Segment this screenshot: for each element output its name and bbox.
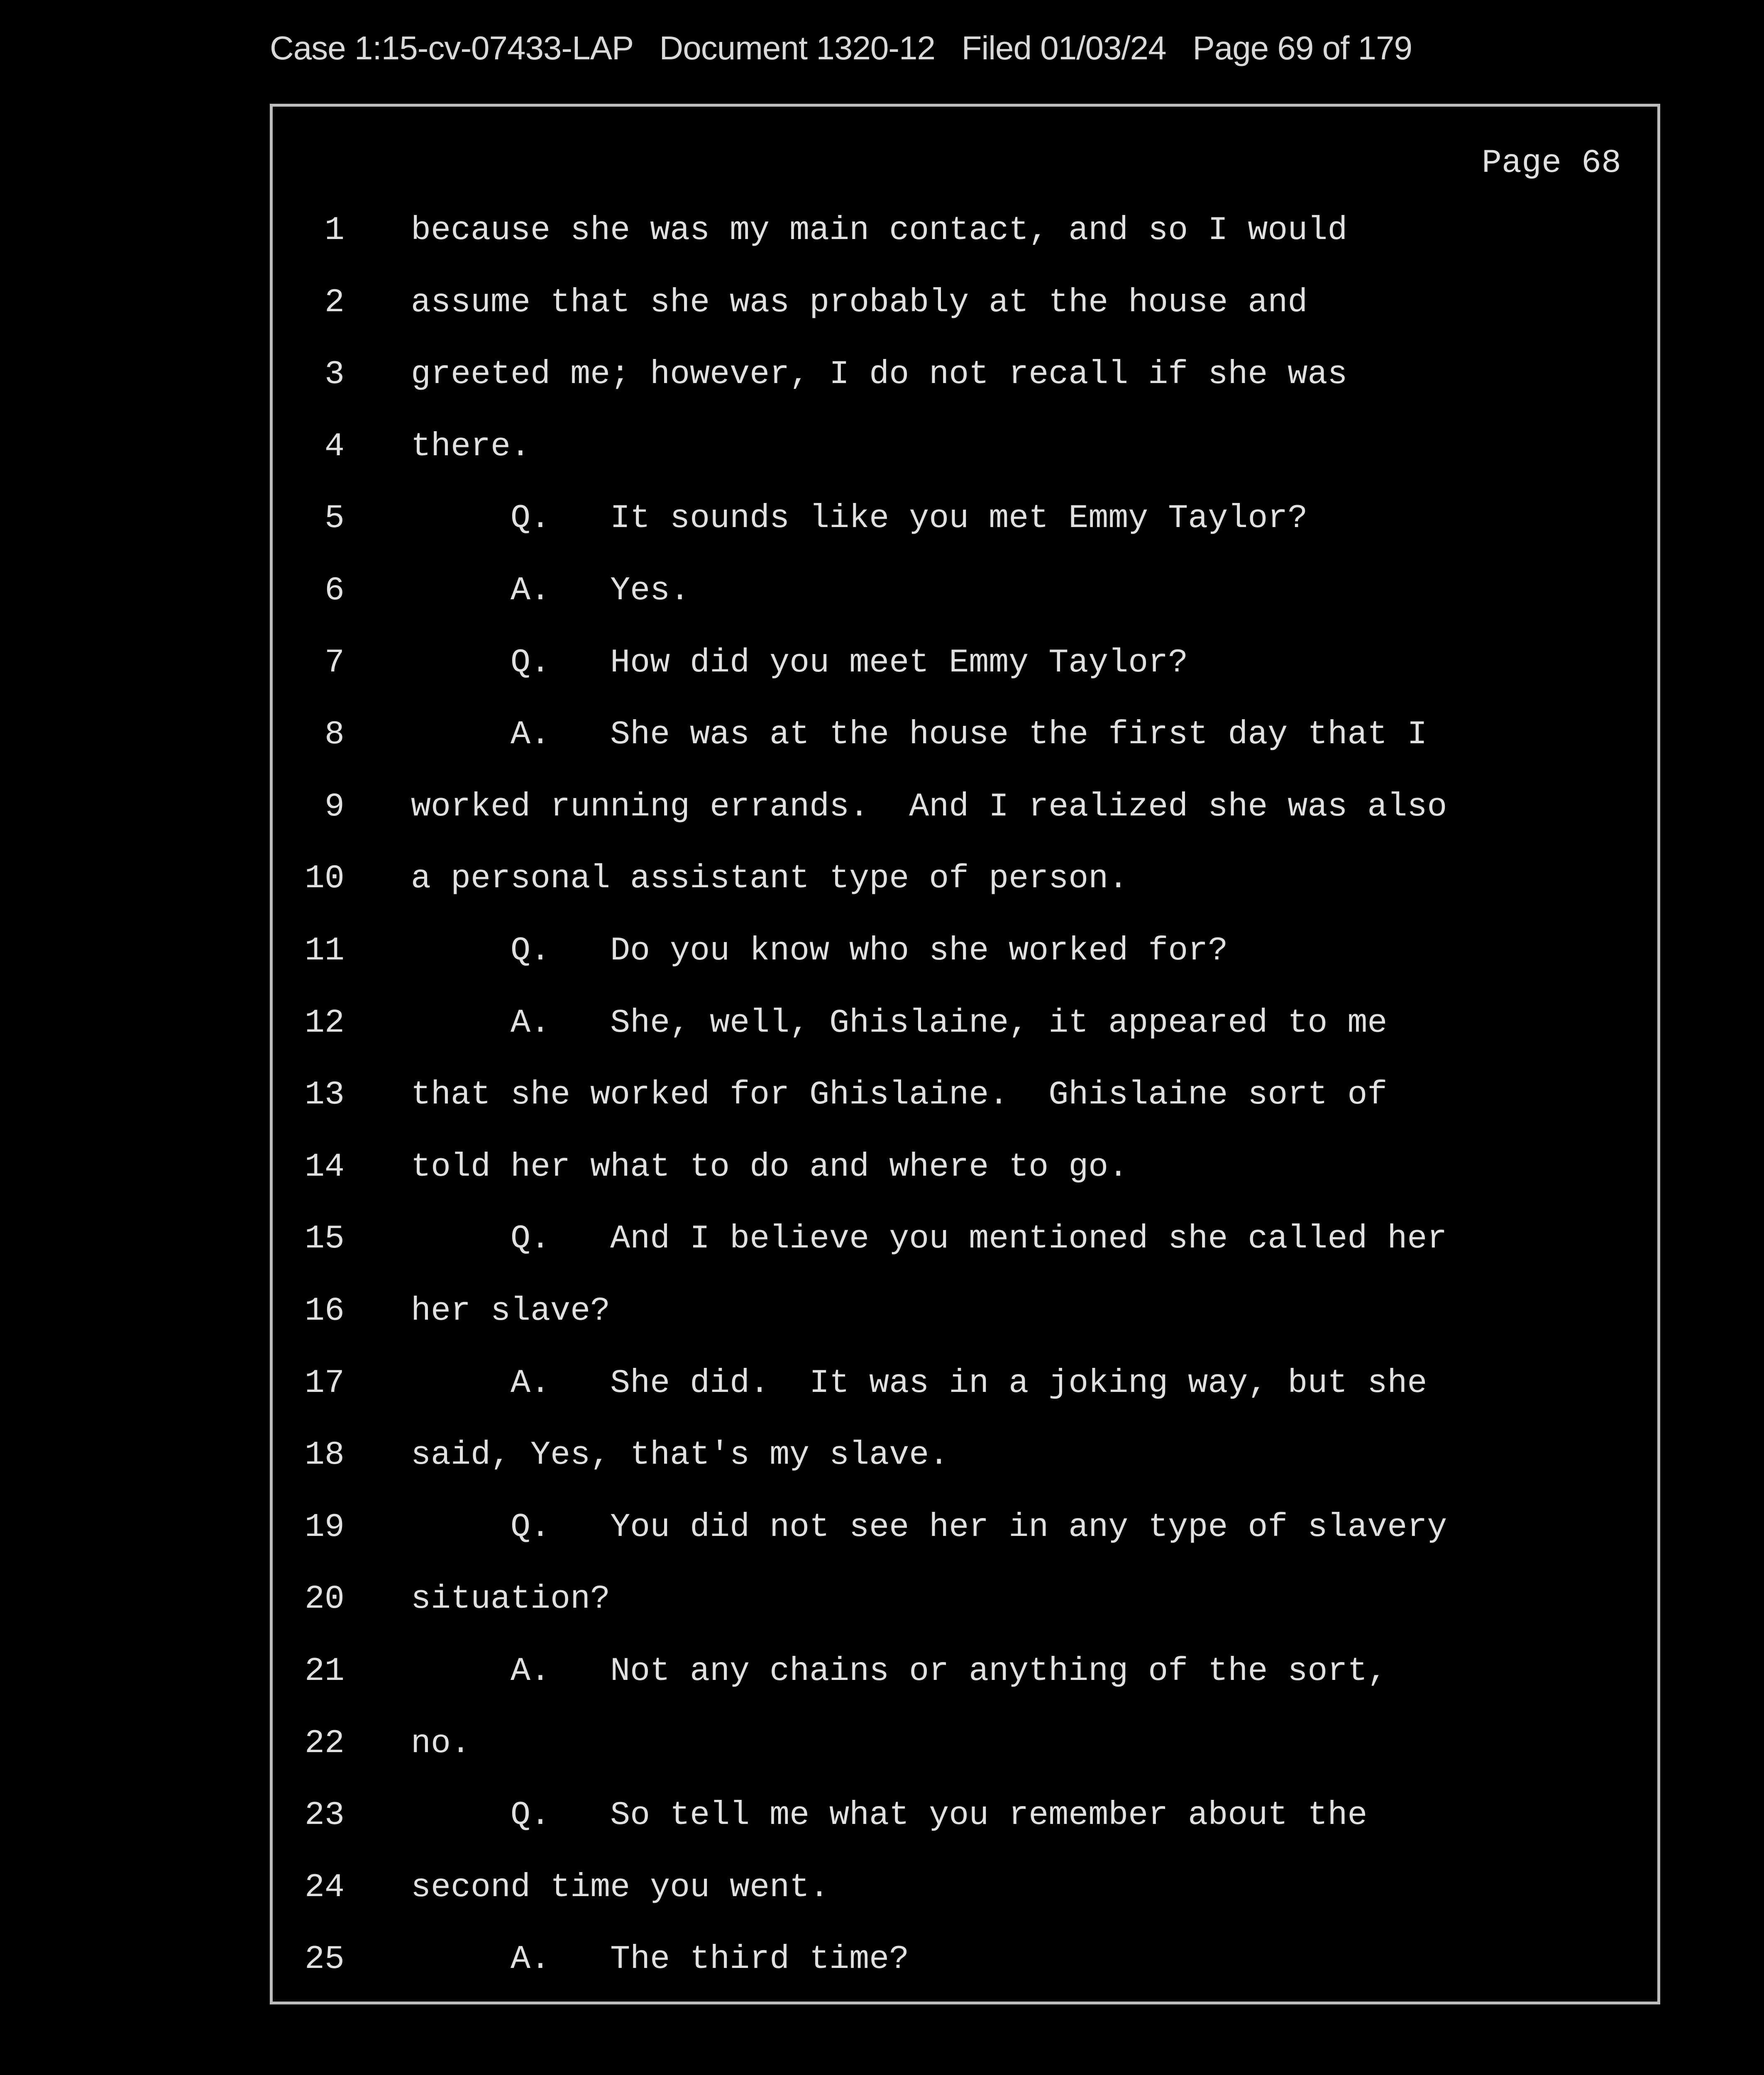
transcript-page-number: Page 68 — [1482, 144, 1622, 182]
line-text: Q. How did you meet Emmy Taylor? — [411, 644, 1188, 682]
transcript-line — [270, 1725, 1639, 1766]
line-text: told her what to do and where to go. — [411, 1148, 1129, 1186]
line-number: 3 — [324, 356, 344, 394]
transcript-line — [270, 572, 1639, 613]
line-text: A. Yes. — [411, 572, 690, 610]
line-text: said, Yes, that's my slave. — [411, 1436, 949, 1474]
line-number: 2 — [324, 283, 344, 322]
transcript-line — [270, 1653, 1639, 1694]
line-number: 25 — [304, 1941, 344, 1979]
transcript-line — [270, 1148, 1639, 1190]
transcript-line — [270, 1076, 1639, 1118]
transcript-line — [270, 1941, 1639, 1982]
line-number: 7 — [324, 644, 344, 682]
line-text: Q. Do you know who she worked for? — [411, 932, 1228, 970]
line-number: 6 — [324, 572, 344, 610]
transcript-line — [270, 1509, 1639, 1550]
line-number: 11 — [304, 932, 344, 970]
line-number: 12 — [304, 1004, 344, 1042]
line-number: 9 — [324, 788, 344, 826]
line-text: A. She was at the house the first day that I — [411, 716, 1427, 754]
transcript-line — [270, 1869, 1639, 1910]
line-text: situation? — [411, 1580, 611, 1618]
line-number: 14 — [304, 1148, 344, 1186]
line-number: 22 — [304, 1724, 344, 1763]
transcript-line — [270, 1220, 1639, 1262]
line-number: 13 — [304, 1076, 344, 1114]
line-number: 8 — [324, 716, 344, 754]
line-number: 10 — [304, 860, 344, 898]
line-text: Q. You did not see her in any type of slavery — [411, 1508, 1447, 1546]
transcript-line — [270, 716, 1639, 757]
transcript-line — [270, 860, 1639, 901]
line-text: no. — [411, 1724, 471, 1763]
transcript-line — [270, 500, 1639, 541]
transcript-line — [270, 356, 1639, 397]
line-text: greeted me; however, I do not recall if she was — [411, 356, 1348, 394]
line-text: a personal assistant type of person. — [411, 860, 1129, 898]
line-number: 20 — [304, 1580, 344, 1618]
line-text: A. The third time? — [411, 1941, 909, 1979]
line-text: assume that she was probably at the house and — [411, 283, 1308, 322]
transcript-line — [270, 1292, 1639, 1334]
transcript-line — [270, 428, 1639, 469]
line-text: second time you went. — [411, 1868, 830, 1907]
transcript-line — [270, 1797, 1639, 1838]
transcript-line — [270, 932, 1639, 974]
line-number: 18 — [304, 1436, 344, 1474]
line-text: that she worked for Ghislaine. Ghislaine sort of — [411, 1076, 1388, 1114]
line-text: there. — [411, 427, 531, 466]
transcript-line — [270, 1004, 1639, 1046]
transcript-line — [270, 284, 1639, 325]
line-text: A. She, well, Ghislaine, it appeared to me — [411, 1004, 1388, 1042]
line-text: Q. So tell me what you remember about the — [411, 1797, 1368, 1835]
line-text: because she was my main contact, and so I would — [411, 212, 1348, 249]
transcript-line — [270, 1580, 1639, 1622]
line-number: 5 — [324, 500, 344, 538]
transcript-line — [270, 788, 1639, 830]
line-number: 21 — [304, 1653, 344, 1690]
line-text: worked running errands. And I realized she was also — [411, 788, 1447, 826]
line-text: Q. It sounds like you met Emmy Taylor? — [411, 500, 1308, 538]
transcript-line — [270, 1365, 1639, 1406]
line-number: 1 — [324, 212, 344, 249]
transcript-line — [270, 212, 1639, 253]
case-header: Case 1:15-cv-07433-LAP Document 1320-12 Filed 01/03/24 Page 69 of 179 — [270, 29, 1412, 66]
line-number: 17 — [304, 1364, 344, 1402]
line-text: A. She did. It was in a joking way, but she — [411, 1364, 1427, 1402]
transcript-line — [270, 644, 1639, 686]
line-number: 15 — [304, 1220, 344, 1258]
line-number: 4 — [324, 427, 344, 466]
line-text: A. Not any chains or anything of the sort, — [411, 1653, 1388, 1690]
line-text: Q. And I believe you mentioned she called her — [411, 1220, 1447, 1258]
line-number: 23 — [304, 1797, 344, 1835]
line-text: her slave? — [411, 1292, 611, 1330]
line-number: 24 — [304, 1868, 344, 1907]
line-number: 19 — [304, 1508, 344, 1546]
line-number: 16 — [304, 1292, 344, 1330]
transcript-line — [270, 1436, 1639, 1478]
